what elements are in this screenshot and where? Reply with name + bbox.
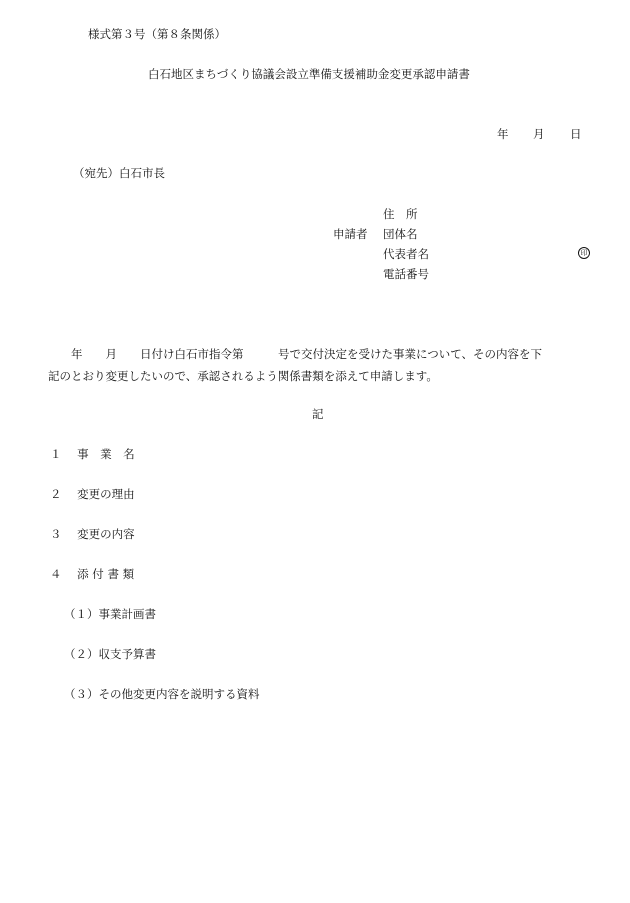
seal-mark: 印 xyxy=(578,247,590,259)
date-month: 月 xyxy=(533,127,545,141)
item-2 xyxy=(50,487,135,501)
item-4 xyxy=(50,567,134,581)
attachment-2 xyxy=(64,647,156,661)
body-line-1: 年 月 日付け白石市指令第 号で交付決定を受けた事業について、その内容を下 xyxy=(48,347,543,361)
attachment-number: （１） xyxy=(64,607,99,621)
item-3 xyxy=(50,527,135,541)
attachment-1 xyxy=(64,607,156,621)
body-line-2: 記のとおり変更したいので、承認されるよう関係書類を添えて申請します。 xyxy=(48,369,438,383)
body-paragraph xyxy=(48,343,596,387)
group-name-label: 団体名 xyxy=(383,227,418,241)
item-number: ４ xyxy=(50,567,62,581)
attachment-number: （２） xyxy=(64,647,99,661)
item-number: ２ xyxy=(50,487,62,501)
item-number: １ xyxy=(50,447,62,461)
attachment-label: 事業計画書 xyxy=(98,607,156,621)
item-label: 変更の内容 xyxy=(77,527,135,541)
addressee: （宛先）白石市長 xyxy=(73,166,165,180)
item-number: ３ xyxy=(50,527,62,541)
item-label: 変更の理由 xyxy=(77,487,135,501)
item-label: 添 付 書 類 xyxy=(77,567,135,581)
applicant-label: 申請者 xyxy=(333,227,368,241)
item-1 xyxy=(50,447,135,461)
document-title: 白石地区まちづくり協議会設立準備支援補助金変更承認申請書 xyxy=(148,67,470,81)
form-number: 様式第３号（第８条関係） xyxy=(88,27,226,41)
representative-label: 代表者名 xyxy=(383,247,429,261)
attachment-label: 収支予算書 xyxy=(98,647,156,661)
address-label: 住 所 xyxy=(383,207,418,221)
attachment-label: その他変更内容を説明する資料 xyxy=(98,687,260,701)
attachment-3 xyxy=(64,687,260,701)
phone-label: 電話番号 xyxy=(383,267,429,281)
ki-heading: 記 xyxy=(312,407,324,421)
item-label: 事 業 名 xyxy=(77,447,135,461)
date-day: 日 xyxy=(570,127,582,141)
attachment-number: （３） xyxy=(64,687,99,701)
date-year: 年 xyxy=(497,127,509,141)
